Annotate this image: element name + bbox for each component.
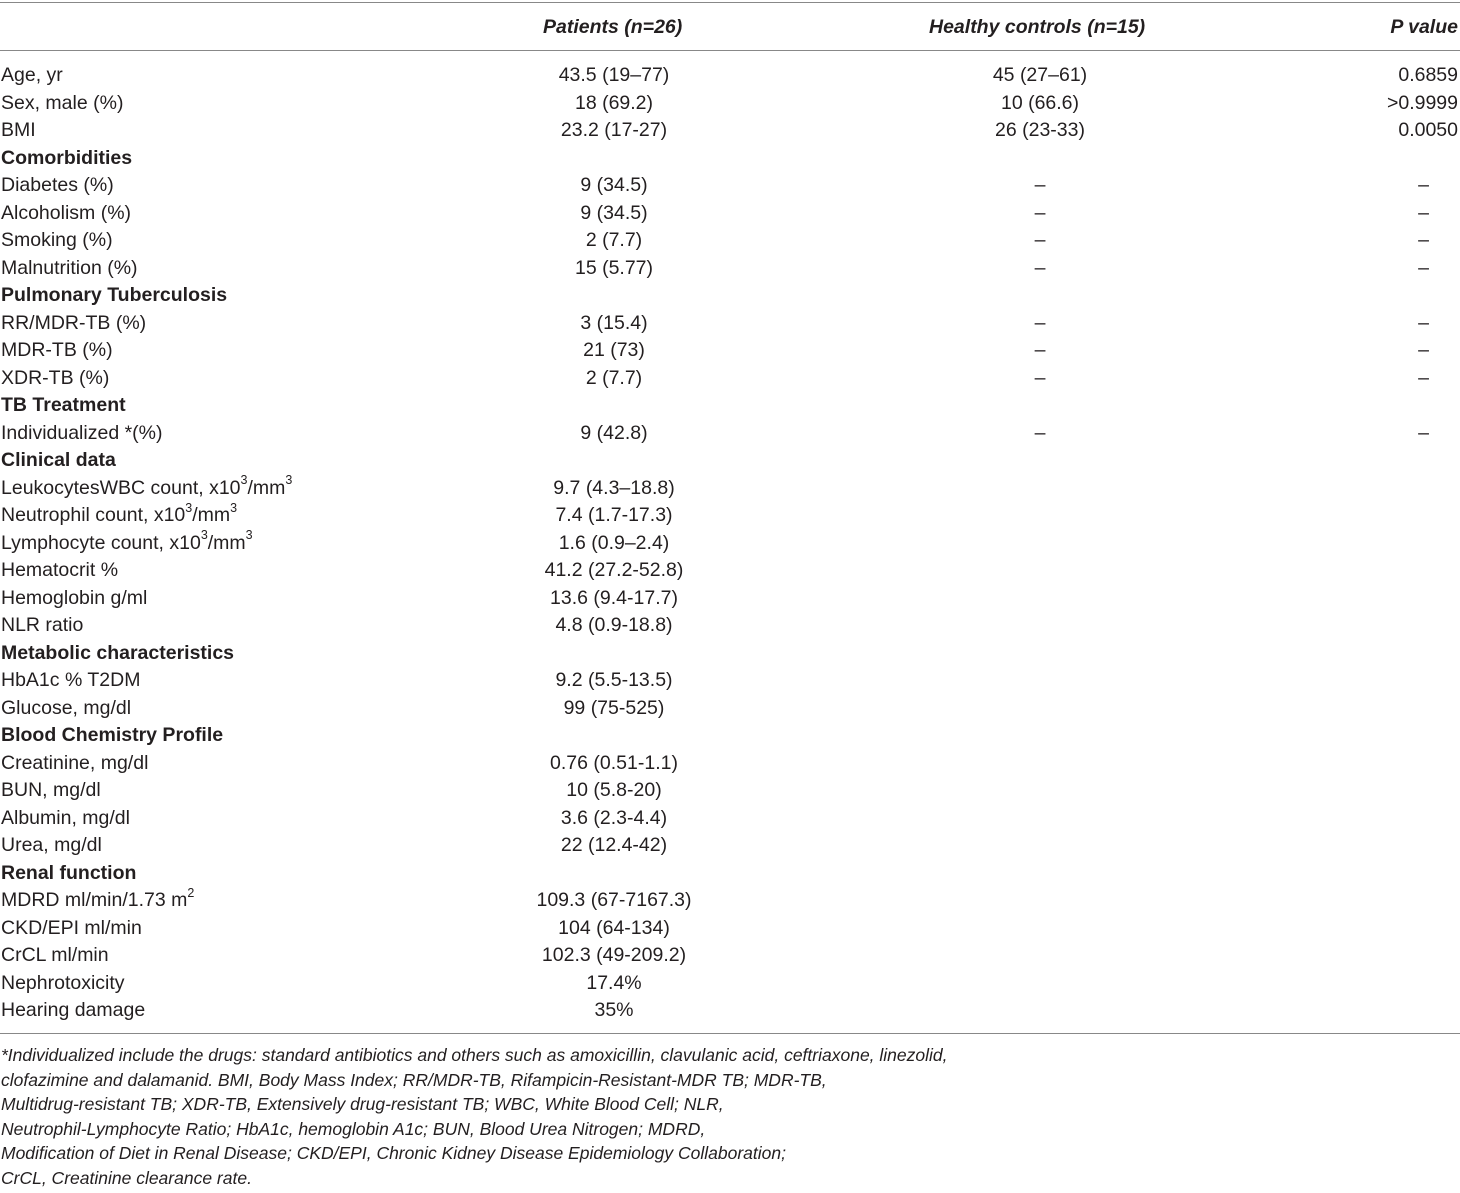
row-label: Diabetes (%) <box>1 174 114 196</box>
section-header-row <box>0 860 1460 888</box>
row-label: Glucose, mg/dl <box>1 696 132 719</box>
patients-value: 10 (5.8-20) <box>566 779 662 801</box>
row-label: XDR-TB (%) <box>1 366 110 389</box>
table-row <box>0 832 1460 860</box>
row-label: Neutrophil count, $x10^3/mm^3$ <box>1 500 238 526</box>
header-p-value: P value <box>1390 16 1458 38</box>
section-header-row <box>0 392 1460 420</box>
section-title: TB Treatment <box>1 394 126 416</box>
row-label: HbA1c % T2DM <box>1 669 141 691</box>
table-row <box>0 310 1460 338</box>
row-label: Hearing damage <box>1 999 146 1021</box>
patients-value: 43.5 (19–77) <box>558 64 670 86</box>
section-title: Renal function <box>1 861 137 884</box>
table-row <box>0 750 1460 778</box>
patients-value: 102.3 (49-209.2) <box>541 944 687 966</box>
patients-value: 18 (69.2) <box>574 91 654 114</box>
table-row <box>0 612 1460 640</box>
patients-value: 109.3 (67-7167.3) <box>536 889 692 911</box>
patients-value: 9 (34.5) <box>580 174 648 196</box>
patients-value: 35% <box>594 999 634 1021</box>
patients-value: 99 (75-525) <box>563 696 665 719</box>
patients-value: 1.6 (0.9–2.4) <box>558 531 670 554</box>
row-label: Age, yr <box>1 64 63 86</box>
row-label: CrCL ml/min <box>1 944 109 966</box>
table-row <box>0 805 1460 833</box>
section-title: Comorbidities <box>1 146 133 169</box>
header-patients: Patients (n=26) <box>543 16 683 38</box>
patients-value: 9.2 (5.5-13.5) <box>555 669 673 691</box>
patients-value: 0.76 (0.51-1.1) <box>550 751 678 774</box>
table-row <box>0 255 1460 283</box>
table-row <box>0 695 1460 723</box>
footnote-line: clofazimine and dalamanid. BMI, Body Mass Index; RR/MDR-TB, Rifampicin-Resistant-MDR TB; MDR-TB, <box>1 1069 827 1090</box>
row-label: NLR ratio <box>1 614 84 636</box>
table-row <box>0 420 1460 448</box>
patients-value: 9.7 (4.3–18.8) <box>553 476 675 499</box>
controls-value: – <box>1034 339 1046 361</box>
p-value: – <box>1418 311 1429 334</box>
table-footnote <box>1 1043 1001 1191</box>
section-header-row <box>0 282 1460 310</box>
p-value: – <box>1418 201 1429 224</box>
table-row <box>0 227 1460 255</box>
table-row <box>0 365 1460 393</box>
row-label: MDR-TB (%) <box>1 339 113 361</box>
p-value: – <box>1418 174 1429 196</box>
row-label: Hemoglobin g/ml <box>1 586 148 609</box>
p-value: >0.9999 <box>1386 91 1458 114</box>
p-value: 0.0050 <box>1398 119 1458 141</box>
patients-value: 9 (34.5) <box>580 201 648 224</box>
header-healthy-controls: Healthy controls (n=15) <box>929 16 1146 38</box>
p-value: 0.6859 <box>1398 64 1458 86</box>
row-label: BUN, mg/dl <box>1 779 101 801</box>
controls-value: – <box>1034 229 1046 251</box>
table-row <box>0 172 1460 200</box>
table-row <box>0 667 1460 695</box>
table-top-rule <box>0 2 1460 3</box>
patients-value: 13.6 (9.4-17.7) <box>550 586 678 609</box>
table-header-rule <box>0 50 1460 51</box>
p-value: – <box>1418 366 1429 389</box>
controls-value: – <box>1034 366 1046 389</box>
row-label: CKD/EPI ml/min <box>1 916 142 939</box>
footnote-line: Multidrug-resistant TB; XDR-TB, Extensively drug-resistant TB; WBC, White Blood Cell; NLR, <box>1 1094 724 1115</box>
table-row <box>0 337 1460 365</box>
patients-value: 15 (5.77) <box>574 256 654 279</box>
row-label: Alcoholism (%) <box>1 201 132 224</box>
table-row <box>0 915 1460 943</box>
table-row <box>0 90 1460 118</box>
row-label: Sex, male (%) <box>1 91 124 114</box>
controls-value: – <box>1034 174 1046 196</box>
row-label: Creatinine, mg/dl <box>1 751 149 774</box>
patients-value: 41.2 (27.2-52.8) <box>544 559 684 581</box>
controls-value: 45 (27–61) <box>992 64 1088 86</box>
patients-value: 9 (42.8) <box>580 421 648 444</box>
table-row <box>0 585 1460 613</box>
p-value: – <box>1418 256 1429 279</box>
row-label: Urea, mg/dl <box>1 834 102 856</box>
footnote-line: *Individualized include the drugs: standard antibiotics and others such as amoxicillin, clavulanic acid, ceftriaxone, linezolid, <box>1 1045 948 1065</box>
table-row <box>0 777 1460 805</box>
table-row <box>0 942 1460 970</box>
section-header-row <box>0 640 1460 668</box>
section-title: Clinical data <box>1 449 116 471</box>
controls-value: – <box>1034 201 1046 224</box>
row-label: Albumin, mg/dl <box>1 806 130 829</box>
p-value: – <box>1418 421 1429 444</box>
patients-value: 2 (7.7) <box>585 366 643 389</box>
table-body <box>0 62 1460 1025</box>
table-row <box>0 117 1460 145</box>
patients-value: 2 (7.7) <box>585 229 643 251</box>
patients-value: 7.4 (1.7-17.3) <box>555 504 673 526</box>
patients-value: 21 (73) <box>583 339 645 361</box>
table-bottom-rule <box>0 1033 1460 1034</box>
row-label: Malnutrition (%) <box>1 256 138 279</box>
row-label: Individualized *(%) <box>1 421 163 444</box>
table-row <box>0 887 1460 915</box>
row-label: BMI <box>1 119 36 141</box>
section-title: Blood Chemistry Profile <box>1 724 224 746</box>
row-label: LeukocytesWBC count, $x10^3/mm^3$ <box>1 473 293 499</box>
section-title: Pulmonary Tuberculosis <box>1 284 228 306</box>
table-row <box>0 475 1460 503</box>
table-row <box>0 502 1460 530</box>
row-label: Hematocrit % <box>1 559 119 581</box>
footnote-line: Modification of Diet in Renal Disease; CKD/EPI, Chronic Kidney Disease Epidemiology Collaboration; <box>1 1143 786 1164</box>
p-value: – <box>1418 229 1429 251</box>
section-header-row <box>0 145 1460 173</box>
table-row <box>0 970 1460 998</box>
row-label: Lymphocyte count, $x10^3/mm^3$ <box>1 528 253 554</box>
controls-value: – <box>1034 256 1046 279</box>
table-row <box>0 557 1460 585</box>
section-header-row <box>0 722 1460 750</box>
controls-value: 26 (23-33) <box>995 119 1085 141</box>
section-title: Metabolic characteristics <box>1 641 235 664</box>
footnote-line: CrCL, Creatinine clearance rate. <box>1 1167 252 1188</box>
section-header-row <box>0 447 1460 475</box>
patients-value: 4.8 (0.9-18.8) <box>555 614 673 636</box>
controls-value: – <box>1034 311 1046 334</box>
table-row <box>0 62 1460 90</box>
table-row <box>0 997 1460 1025</box>
patients-value: 22 (12.4-42) <box>560 834 668 856</box>
patients-value: 104 (64-134) <box>558 916 670 939</box>
p-value: – <box>1418 339 1429 361</box>
patients-value: 3 (15.4) <box>580 311 648 334</box>
table-row <box>0 200 1460 228</box>
table-row <box>0 530 1460 558</box>
controls-value: 10 (66.6) <box>1000 91 1080 114</box>
row-label: MDRD ml/min/1.73 $m^2$ <box>1 885 195 911</box>
row-label: Nephrotoxicity <box>1 971 125 994</box>
row-label: Smoking (%) <box>1 229 113 251</box>
row-label: RR/MDR-TB (%) <box>1 311 147 334</box>
patients-value: 3.6 (2.3-4.4) <box>560 806 668 829</box>
footnote-line: Neutrophil-Lymphocyte Ratio; HbA1c, hemoglobin A1c; BUN, Blood Urea Nitrogen; MDRD, <box>1 1118 706 1139</box>
patients-value: 17.4% <box>586 971 642 994</box>
patients-value: 23.2 (17-27) <box>560 119 668 141</box>
controls-value: – <box>1034 421 1046 444</box>
